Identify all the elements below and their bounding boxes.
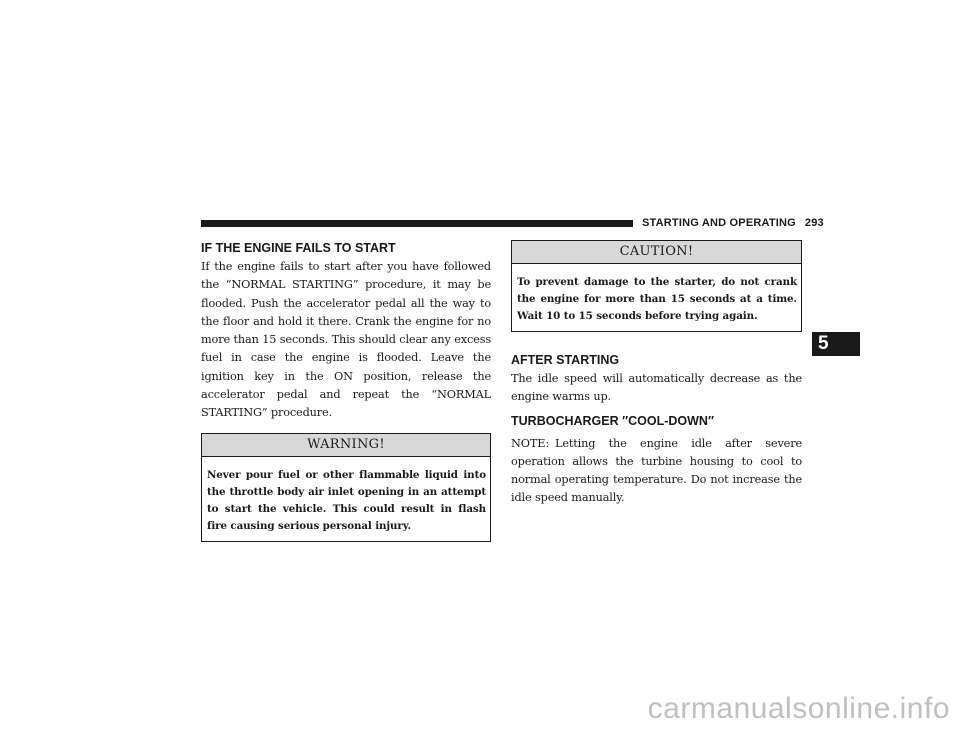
after-starting-text: The idle speed will automatically decrease as the engine warms up. <box>511 372 802 404</box>
caution-box <box>511 240 802 332</box>
engine-fails-heading: IF THE ENGINE FAILS TO START <box>201 241 396 255</box>
engine-fails-paragraph: If the engine fails to start after you have followed the “NORMAL STARTING” procedure, it may be flooded. Push the accelerator pedal all the way to the floor and hold it there. Crank the engine for no more than 15 seconds. This should clear any excess fuel in case the engine is flooded. Leave the ignition key in the ON position, release the accelerator pedal and repeat the “NORMAL STARTING” procedure. <box>201 260 491 420</box>
section-title: STARTING AND OPERATING <box>642 217 796 229</box>
page-number: 293 <box>804 217 824 229</box>
left-column <box>201 240 491 542</box>
turbo-heading: TURBOCHARGER ″COOL-DOWN″ <box>511 413 714 428</box>
warning-title: WARNING! <box>202 434 490 457</box>
right-column <box>511 240 802 508</box>
running-header <box>642 216 833 230</box>
note-label: NOTE: <box>511 436 549 450</box>
warning-box <box>201 433 491 542</box>
chapter-tab: 5 <box>812 332 860 356</box>
after-starting-heading: AFTER STARTING <box>511 353 620 367</box>
warning-text: Never pour fuel or other flammable liquid into the throttle body air inlet opening in an attempt to start the vehicle. This could result in flash fire causing serious personal injury. <box>207 468 486 532</box>
watermark: carmanualsonline.info <box>647 692 950 725</box>
note-text: Letting the engine idle after severe operation allows the turbine housing to cool to normal operating temperature. Do not increase the idle speed manually. <box>511 436 802 505</box>
header-rule <box>201 220 633 227</box>
caution-text: To prevent damage to the starter, do not crank the engine for more than 15 seconds at a time. Wait 10 to 15 seconds before trying again. <box>517 276 797 322</box>
note-paragraph <box>511 435 802 508</box>
caution-title: CAUTION! <box>512 241 801 264</box>
